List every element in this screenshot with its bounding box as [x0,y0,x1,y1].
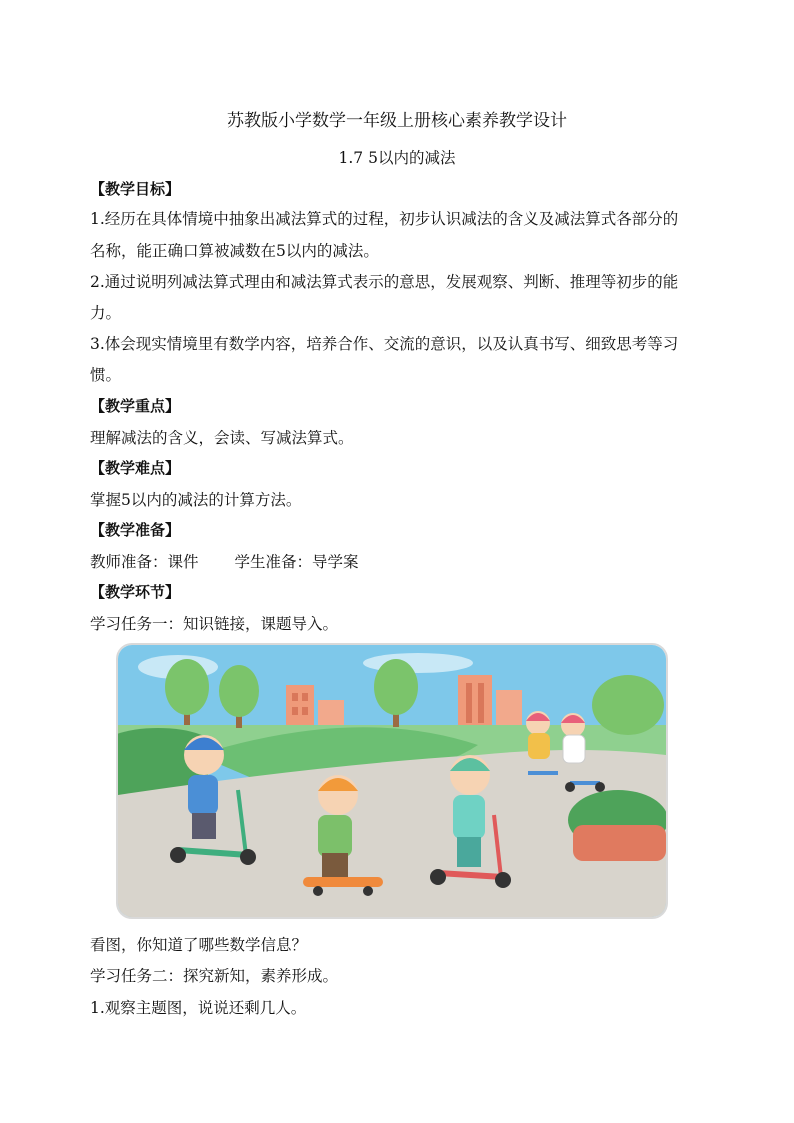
prep-student: 学生准备：导学案 [234,553,359,571]
goal2-line2: 力。 [90,304,122,322]
goal3-line1: 3.体会现实情境里有数学内容，培养合作、交流的意识，以及认真书写、细致思考等习 [90,335,679,353]
goal2-line1: 2.通过说明列减法算式理由和减法算式表示的意思，发展观察、判断、推理等初步的能 [90,273,679,291]
goal3-line2: 惯。 [90,366,122,384]
difficulty-header: 【教学难点】 [90,459,181,477]
steps-header: 【教学环节】 [90,583,181,601]
scooter-park-scene [118,645,666,917]
goal1-line1: 1.经历在具体情境中抽象出减法算式的过程，初步认识减法的含义及减法算式各部分的 [90,210,679,228]
question-text: 看图，你知道了哪些数学信息？ [90,936,308,954]
observe-text: 1.观察主题图，说说还剩几人。 [90,999,307,1017]
goals-header: 【教学目标】 [90,180,181,198]
prep-line [90,550,359,572]
document-title: 苏教版小学数学一年级上册核心素养教学设计 [227,111,567,131]
difficulty-text: 掌握5以内的减法的计算方法。 [90,491,302,509]
task2-text: 学习任务二：探究新知，素养形成。 [90,967,339,985]
prep-header: 【教学准备】 [90,521,181,539]
lesson-subtitle: 1.7 5以内的减法 [338,149,456,167]
key-text: 理解减法的含义，会读、写减法算式。 [90,429,354,447]
task1-text: 学习任务一：知识链接，课题导入。 [90,615,339,633]
theme-illustration [116,643,668,919]
prep-teacher: 教师准备：课件 [90,553,199,571]
goal1-line2: 名称，能正确口算被减数在5以内的减法。 [90,242,379,260]
key-header: 【教学重点】 [90,397,181,415]
